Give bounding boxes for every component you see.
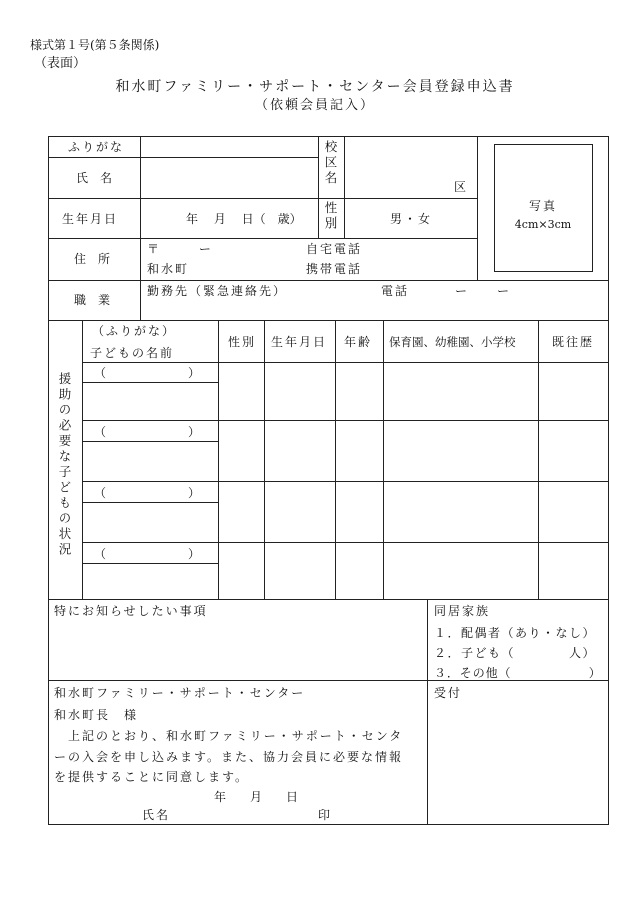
special-notes-label: 特にお知らせしたい事項: [54, 604, 208, 618]
birthdate-label: 生年月日: [62, 212, 119, 226]
phone-dash-2: ー: [497, 284, 510, 298]
child-1-paren-close: ）: [188, 366, 201, 380]
phone-label: 電話: [381, 284, 410, 298]
declaration-line-1: 上記のとおり、和水町ファミリー・サポート・センタ: [54, 729, 404, 743]
photo-label: 写真: [528, 199, 557, 213]
form-subtitle: （依頼会員記入）: [254, 98, 375, 113]
school-district-label: 校区名: [323, 140, 338, 187]
child-3-paren-close: ）: [188, 486, 201, 500]
declaration-date[interactable]: 年 月 日: [214, 790, 299, 804]
name-label: 氏 名: [76, 171, 113, 185]
child-name-header: 子どもの名前: [90, 346, 175, 360]
postal-mark[interactable]: 〒 ー: [147, 242, 211, 256]
declaration-name-label: 氏名: [142, 808, 171, 822]
declaration-org: 和水町ファミリー・サポート・センター: [54, 686, 306, 700]
phone-dash-1: ー: [455, 284, 468, 298]
name-field[interactable]: [141, 158, 318, 198]
sex-options[interactable]: 男・女: [390, 212, 433, 226]
age-header: 年齢: [344, 335, 373, 349]
mobile-phone-label: 携帯電話: [306, 262, 363, 276]
address-label: 住 所: [74, 252, 111, 266]
history-header: 既往歴: [552, 335, 595, 349]
birthdate-field[interactable]: 年 月 日（ 歳）: [186, 212, 302, 226]
school-header: 保育園、幼稚園、小学校: [389, 335, 516, 349]
child-furigana-header: （ふりがな）: [92, 324, 177, 338]
seal-mark: 印: [318, 808, 331, 822]
address-town[interactable]: 和水町: [147, 262, 190, 276]
child-4-paren-close: ）: [188, 547, 201, 561]
child-2-paren-open: （: [94, 425, 107, 439]
declaration-line-3: を提供することに同意します。: [54, 770, 250, 784]
form-number: 様式第１号(第５条関係): [30, 38, 160, 52]
special-notes-field[interactable]: [49, 620, 426, 679]
photo-size: 4cm×3cm: [514, 218, 572, 231]
form-title: 和水町ファミリー・サポート・センター会員登録申込書: [115, 79, 515, 95]
furigana-field[interactable]: [141, 137, 318, 157]
job-label: 職 業: [74, 293, 111, 307]
declaration-line-2: ーの入会を申し込みます。また、協力会員に必要な情報: [54, 750, 404, 764]
children-section-label: 援助の必要な子どもの状況: [57, 372, 72, 558]
child-1-paren-open: （: [94, 366, 107, 380]
sex-header: 性別: [228, 335, 257, 349]
child-3-paren-open: （: [94, 486, 107, 500]
family-item-children[interactable]: ２．子ども（ 人）: [434, 646, 597, 660]
side-label: （表面）: [34, 56, 87, 71]
workplace-label: 勤務先（緊急連絡先）: [147, 284, 288, 298]
family-label: 同居家族: [434, 604, 491, 618]
family-item-other[interactable]: ３．その他（ ）: [434, 666, 602, 680]
district-suffix: 区: [454, 180, 467, 194]
declaration-addressee: 和水町長 様: [54, 708, 139, 722]
sex-label: 性別: [323, 201, 338, 232]
furigana-label: ふりがな: [68, 140, 125, 154]
child-2-paren-close: ）: [188, 425, 201, 439]
reception-label: 受付: [434, 686, 463, 700]
birthdate-header: 生年月日: [271, 335, 328, 349]
family-item-spouse[interactable]: １．配偶者（あり・なし）: [434, 626, 597, 640]
home-phone-label: 自宅電話: [306, 242, 363, 256]
child-4-paren-open: （: [94, 547, 107, 561]
